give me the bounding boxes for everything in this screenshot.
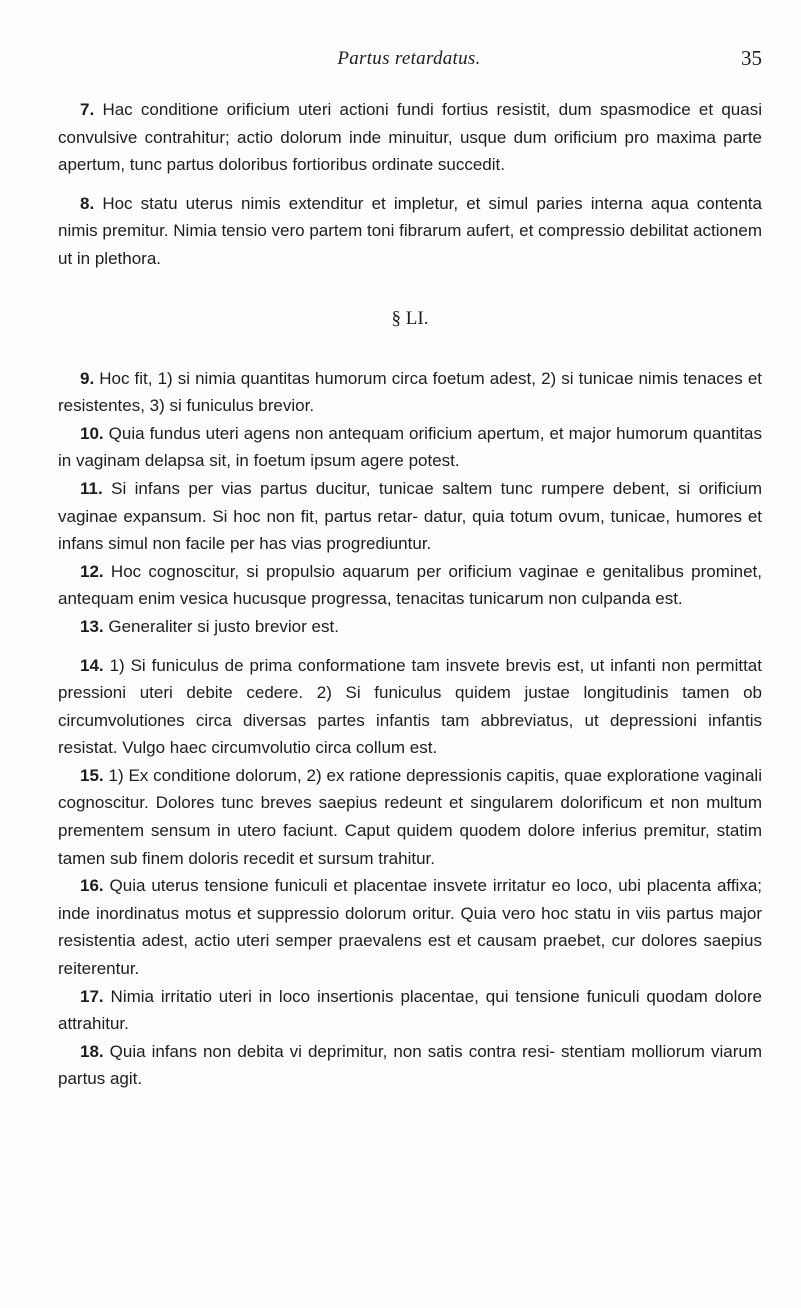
running-title: Partus retardatus. [337,48,481,69]
paragraph-text: Hac conditione orificium uteri actioni fundi fortius resistit, dum spasmodice et quasi convulsive contrahitur; actio dolorum inde minuitur, usque dum orificium pro maxima parte apertum, tunc partus doloribus fortioribus ordinate succedit. [58,100,762,175]
paragraph-number: 10. [80,423,104,443]
paragraph-number: 7. [80,100,95,119]
paragraph-number: 16. [80,876,104,896]
paragraph-number: 12. [80,561,104,581]
paragraph-15 [58,762,762,872]
paragraph-number: 8. [80,193,95,213]
paragraph-text: Hoc cognoscitur, si propulsio aquarum per orificium vaginae e genitalibus prominet, antequam enim vesica hucusque progressa, tenacitas tunicarum non culpanda est. [58,561,762,609]
body-text [58,96,762,1093]
paragraph-number: 15. [80,765,104,785]
paragraph-10 [58,420,762,475]
paragraph-14 [58,652,762,762]
paragraph-text: Quia infans non debita vi deprimitur, non satis contra resi- stentiam molliorum viarum partus agit. [58,1041,762,1089]
paragraph-text: 1) Si funiculus de prima conformatione tam insvete brevis est, ut infanti non permittat pressioni uteri debite cedere. 2) Si funiculus quidem justae longitudinis tamen ob circumvolutiones circa diversas partes infantis tam abbreviatus, ut depressioni infantis resistat. Vulgo haec circumvolutio circa collum est. [58,655,762,758]
paragraph-text: Si infans per vias partus ducitur, tunicae saltem tunc rumpere debent, si orificium vaginae expansum. Si hoc non fit, partus retar- datur, quia totum ovum, tunicae, humores et infans simul non facile per has vias progrediuntur. [58,478,762,554]
paragraph-8 [58,190,762,273]
paragraph-number: 13. [80,616,104,636]
paragraph-text: Quia fundus uteri agens non antequam orificium apertum, et major humorum quantitas in vaginam delapsa sit, in foetum ipsum agere potest. [58,423,762,471]
paragraph-18 [58,1038,762,1093]
paragraph-7 [58,96,762,179]
section-heading: § LI. [391,307,429,329]
paragraph-text: Hoc fit, 1) si nimia quantitas humorum circa foetum adest, 2) si tunicae nimis tenaces et resistentes, 3) si funiculus brevior. [58,368,762,416]
paragraph-text: Quia uterus tensione funiculi et placentae insvete irritatur eo loco, ubi placenta affixa; inde inordinatus motus et suppressio dolorum oritur. Quia vero hoc statu in viis partus major resistentia adest, actio uteri semper praevalens est et causam praebet, cur dolores saepius reiterentur. [58,876,762,979]
paragraph-16 [58,872,762,982]
paragraph-number: 14. [80,655,104,675]
page-header [56,44,762,74]
paragraph-number: 9. [80,368,95,388]
paragraph-12 [58,558,762,613]
paragraph-17 [58,983,762,1038]
paragraph-text: Nimia irritatio uteri in loco insertionis placentae, qui tensione funiculi quodam dolore attrahitur. [58,986,762,1034]
paragraph-13 [58,613,762,641]
page-number: 35 [741,46,762,70]
paragraph-number: 17. [80,986,104,1006]
paragraph-text: Hoc statu uterus nimis extenditur et impletur, et simul paries interna aqua contenta nimis premitur. Nimia tensio vero partem toni fibrarum aufert, et compressio debilitat actionem ut in plethora. [58,193,762,268]
paragraph-number: 18. [80,1041,104,1061]
paragraph-11 [58,475,762,558]
paragraph-text: 1) Ex conditione dolorum, 2) ex ratione depressionis capitis, quae exploratione vaginali cognoscitur. Dolores tunc breves saepius redeunt et singularem dolorificum et non multum prementem sensum in utero faciunt. Caput quidem quodem dolore inferius premitur, statim tamen sub finem doloris recedit et sursum trahitur. [58,765,762,868]
paragraph-9 [58,365,762,420]
paragraph-text: Generaliter si justo brevior est. [108,616,339,636]
paragraph-number: 11. [80,478,103,498]
